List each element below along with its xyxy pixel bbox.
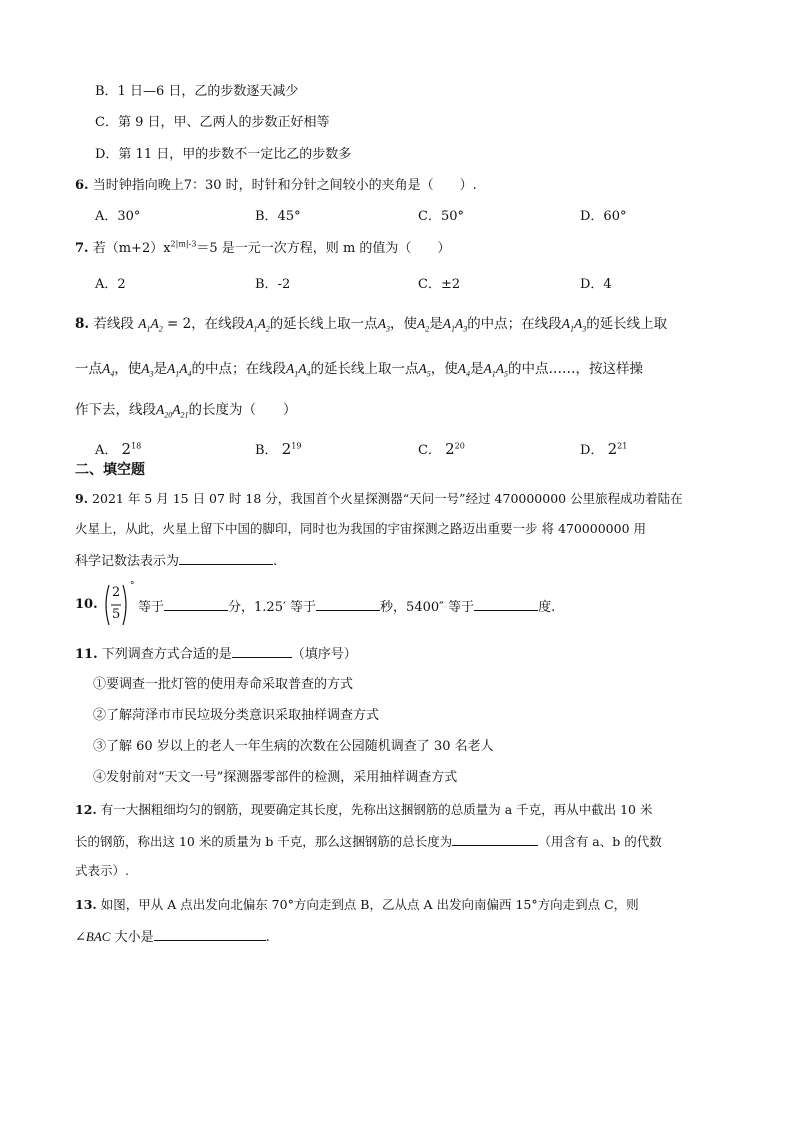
segment-a20a21: $A_{20}A_{21}$ — [156, 402, 189, 420]
answer-blank[interactable] — [164, 596, 228, 611]
q7-option-d: D．4 — [580, 277, 612, 292]
q8-text: 是 — [153, 361, 167, 377]
q8-text: 是 — [429, 316, 443, 332]
q7-stem-line — [75, 240, 450, 258]
q8-line-2 — [75, 360, 643, 378]
q8-text: 若线段 — [93, 316, 134, 332]
q8-text: 的延长线上取一点 — [310, 361, 419, 377]
q11-item-1: ①要调查一批灯管的使用寿命采取普查的方式 — [93, 677, 354, 692]
q8-text: 的延长线上取一点 — [269, 316, 378, 332]
q7-stem-b: ＝5 是一元一次方程，则 m 的值为（ ） — [196, 241, 451, 256]
q8-text: ，在线段 — [191, 316, 246, 332]
answer-blank[interactable] — [154, 926, 266, 941]
q11-item-4: ④发射前对“天文一号”探测器零部件的检测，采用抽样调查方式 — [93, 770, 458, 785]
q5-option-d: D．第 11 日，甲的步数不一定比乙的步数多 — [95, 147, 352, 162]
point-a3: $A_3$ — [377, 316, 390, 334]
q8-text: 作下去，线段 — [75, 402, 156, 418]
q8-text: 的中点；在线段 — [467, 316, 562, 332]
q12-line-2: 长的钢筋，称出这 10 米的质量为 b 千克，那么这捆钢筋的总长度为 （用含有 a、b 的代数 — [75, 831, 662, 851]
q12-number: 12. — [75, 802, 97, 817]
q9-number: 9. — [75, 491, 89, 506]
q8-option-c: C． $2^{20}$ — [418, 440, 465, 458]
point-a4: $A_4$ — [102, 361, 115, 379]
q9-line-3: 科学记数法表示为 . — [75, 550, 277, 571]
answer-blank[interactable] — [179, 550, 273, 565]
q5-option-c: C．第 9 日，甲、乙两人的步数正好相等 — [95, 115, 330, 130]
q8-option-a: A． $2^{18}$ — [95, 440, 142, 458]
segment-a1a2: $A_1A_2$ — [138, 316, 163, 334]
q10-number: 10. — [75, 597, 98, 612]
q6-option-d: D．60° — [580, 209, 627, 224]
q6-stem: 当时钟指向晚上7：30 时，时针和分针之间较小的夹角是（ ）. — [92, 178, 477, 193]
q11-number: 11. — [75, 647, 98, 662]
segment-a2: $A_2$ — [416, 316, 430, 334]
point-a5: $A_5$ — [418, 361, 431, 379]
q7-option-a: A．2 — [95, 277, 126, 292]
q10-line: 等于 分，1.25′ 等于 秒，5400″ 等于 度. — [138, 596, 555, 617]
point-a4: $A_4$ — [457, 361, 470, 379]
q9-line-2: 火星上，从此，火星上留下中国的脚印，同时也为我国的宇宙探测之路迈出重要一步 将 470000000 用 — [75, 521, 646, 536]
q7-option-c: C．±2 — [418, 277, 461, 292]
q8-line-3 — [75, 401, 297, 419]
q12-line-3: 式表示）. — [75, 863, 129, 878]
q8-text: ，使 — [114, 361, 142, 377]
q11-stem-line: 11. 下列调查方式合适的是 （填序号） — [75, 643, 357, 664]
q9-text: 2021 年 5 月 15 日 07 时 18 分，我国首个火星探测器“天问一号”经过 470000000 公里旅程成功着陆在 — [92, 491, 683, 506]
fraction-numerator: 2 — [112, 585, 121, 600]
fraction-exponent: ° — [130, 581, 135, 591]
q8-text: 的中点；在线段 — [191, 361, 286, 377]
q11-item-2: ②了解菏泽市市民垃圾分类意识采取抽样调查方式 — [93, 708, 380, 723]
q5-option-b: B．1 日—6 日，乙的步数逐天减少 — [95, 84, 299, 99]
q8-text: 一点 — [75, 361, 102, 377]
q8-option-b: B． $2^{19}$ — [255, 440, 302, 458]
q6-option-b: B．45° — [255, 209, 301, 224]
segment-a1a4: $A_1A_4$ — [167, 361, 192, 379]
q7-option-b: B．-2 — [255, 277, 291, 292]
q8-text: 的长度为（ ） — [188, 402, 297, 418]
answer-blank[interactable] — [232, 643, 292, 658]
segment-a1a2: $A_1A_2$ — [245, 316, 270, 334]
segment-a1a4: $A_1A_4$ — [286, 361, 311, 379]
angle-bac: ∠BAC — [75, 929, 111, 944]
q6-stem-line — [75, 177, 477, 195]
q8-text: 的延长线上取 — [586, 316, 668, 332]
answer-blank[interactable] — [474, 596, 538, 611]
q13-line-2: ∠BAC 大小是 . — [75, 926, 270, 947]
segment-a1a5: $A_1A_5$ — [483, 361, 508, 379]
q9-line-1 — [75, 490, 683, 508]
q6-option-c: C．50° — [418, 209, 464, 224]
q8-number: 8. — [75, 316, 90, 332]
q7-stem-a: 若（m+2）x — [92, 241, 171, 256]
q10-fraction — [103, 581, 135, 627]
q11-item-3: ③了解 60 岁以上的老人一年生病的次数在公园随机调查了 30 名老人 — [93, 739, 494, 754]
segment-a1a3: $A_1A_3$ — [561, 316, 587, 334]
q8-text: ，使 — [430, 361, 458, 377]
point-a3: $A_3$ — [141, 361, 154, 379]
fraction-denominator: 5 — [112, 607, 121, 622]
q7-exponent: 2|m|-3 — [170, 239, 197, 249]
q8-text: 的中点……，按这样操 — [508, 361, 643, 377]
q13-line-1: 13. 如图，甲从 A 点出发向北偏东 70°方向走到点 B，乙从点 A 出发向南偏西 15°方向走到点 C，则 — [75, 897, 639, 912]
answer-blank[interactable] — [316, 596, 380, 611]
q13-number: 13. — [75, 897, 97, 912]
answer-blank[interactable] — [452, 831, 538, 846]
q9-text: 科学记数法表示为 — [75, 554, 180, 569]
q6-number: 6. — [75, 178, 89, 193]
q8-eq: = 2 — [166, 316, 192, 332]
q6-option-a: A．30° — [95, 209, 141, 224]
q8-option-d: D． $2^{21}$ — [580, 440, 628, 458]
section-heading-fill-in: 二、填空题 — [75, 462, 145, 478]
q12-line-1: 12. 有一大捆粗细均匀的钢筋，现要确定其长度，先称出这捆钢筋的总质量为 a 千克，再从中截出 10 米 — [75, 802, 653, 817]
q7-number: 7. — [75, 241, 89, 256]
q8-text: 是 — [470, 361, 484, 377]
q8-text: ，使 — [389, 316, 417, 332]
q8-line-1 — [75, 315, 667, 333]
segment-a1a3: $A_1A_3$ — [442, 316, 468, 334]
